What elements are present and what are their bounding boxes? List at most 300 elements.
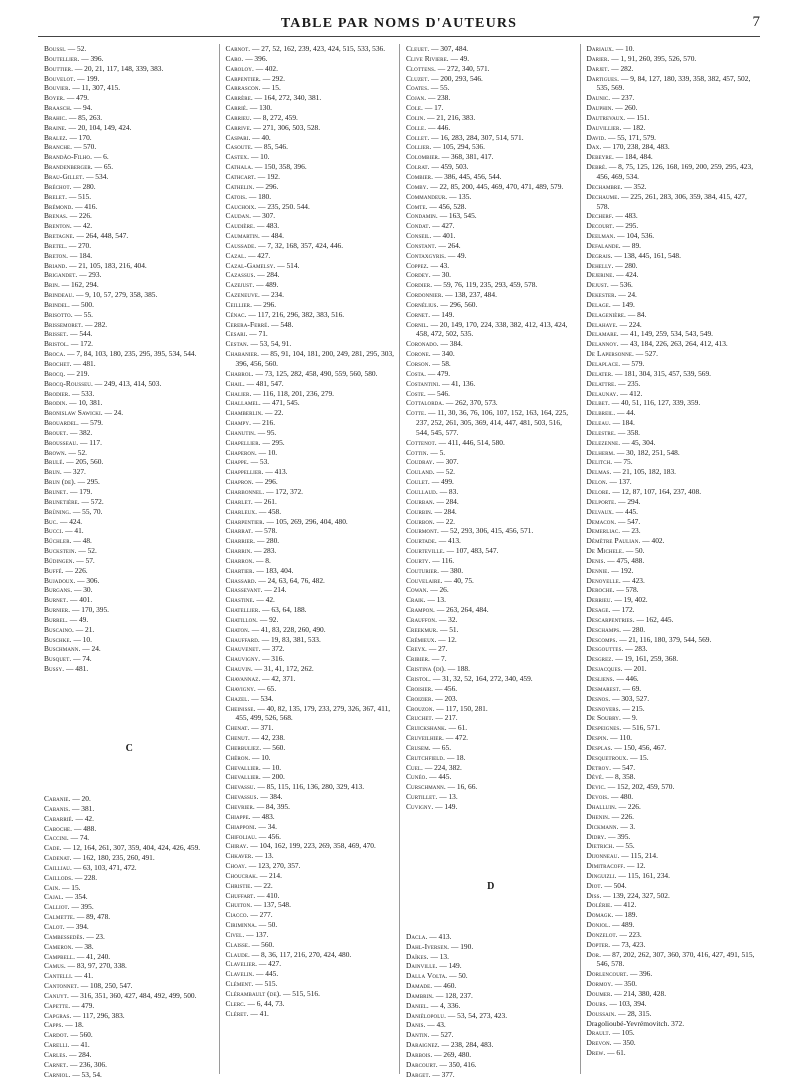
author-entry: Doussain. — 28, 315. xyxy=(586,1008,652,1018)
author-entry: Chauvigny. — 316. xyxy=(225,654,285,664)
index-column-4 xyxy=(580,44,761,1074)
author-entry: Chabrol. — 73, 125, 282, 458, 490, 559, 560, 580. xyxy=(225,368,378,378)
author-entry: Dhenin. — 226. xyxy=(586,811,634,821)
author-entry: Delater. — 181, 304, 315, 457, 539, 569. xyxy=(586,368,712,378)
author-entry: Brémond. — 416. xyxy=(44,201,98,211)
author-entry: Boutellier. — 396. xyxy=(44,53,104,63)
author-entry: Cruickshank. — 61. xyxy=(406,723,468,733)
section-spacer xyxy=(44,674,215,704)
author-entry: Desgrez. — 19, 161, 259, 368. xyxy=(586,654,679,664)
author-entry: Cabanie. — 20. xyxy=(44,794,91,803)
author-entry: Cuvigny. — 149. xyxy=(406,801,458,811)
author-entry: Dejust. — 536. xyxy=(586,280,633,290)
author-entry: Cardot. — 560. xyxy=(44,1030,93,1040)
section-spacer xyxy=(44,704,215,734)
author-entry: Charrin. — 283. xyxy=(225,546,277,556)
author-entry: Curschmann. — 16, 66. xyxy=(406,782,478,792)
author-entry: Couland. — 52. xyxy=(406,467,456,477)
author-entry: Daïkes. — 13. xyxy=(406,951,449,961)
author-entry: Coste. — 546. xyxy=(406,388,450,398)
author-entry: Constant. — 264. xyxy=(406,240,461,250)
author-entry: Cruchet. — 217. xyxy=(406,713,458,723)
author-entry: Creyx. — 27. xyxy=(406,644,448,654)
author-entry: Charbonnel. — 172, 372. xyxy=(225,486,304,496)
author-entry: Crémieux. — 12. xyxy=(406,634,457,644)
author-entry: Cottin. — 5. xyxy=(406,447,446,457)
author-entry: Delamare. — 41, 149, 259, 534, 543, 549. xyxy=(586,329,713,339)
author-entry: Clément. — 515. xyxy=(225,979,278,989)
author-entry: Brocq. — 219. xyxy=(44,368,90,378)
author-entry: Delon. — 137. xyxy=(586,477,632,487)
author-entry: Diot. — 504. xyxy=(586,880,627,890)
author-entry: Courty. — 116. xyxy=(406,555,455,565)
author-entry: Brodier. — 533. xyxy=(44,388,95,398)
author-entry: Carles. — 284. xyxy=(44,1049,92,1059)
author-entry: Deleau. — 184. xyxy=(586,418,635,428)
author-entry: Delore. — 12, 87, 107, 164, 237, 408. xyxy=(586,486,702,496)
author-entry: Decourt. — 295. xyxy=(586,221,639,231)
author-entry: Calot. — 394. xyxy=(44,921,89,931)
author-entry: Cunéo. — 445. xyxy=(406,772,452,782)
author-entry: Crauffon. — 32. xyxy=(406,614,458,624)
author-entry: Caudan. — 307. xyxy=(225,211,276,221)
author-entry: Buschke. — 10. xyxy=(44,634,92,644)
author-entry: Doumer. — 214, 380, 428. xyxy=(586,989,667,998)
author-entry: Brochet. — 481. xyxy=(44,359,96,368)
author-entry: Cowan. — 26. xyxy=(406,585,449,595)
author-entry: Comby. — 22, 85, 200, 445, 469, 470, 471, 489, 579. xyxy=(406,181,564,191)
author-entry: Carniol. — 53, 54. xyxy=(44,1069,102,1079)
author-entry: Caboche. — 488. xyxy=(44,823,97,833)
author-entry: Bouvelot. — 199. xyxy=(44,73,100,83)
author-entry: Clottens. — 272, 340, 571. xyxy=(406,63,490,73)
author-entry: Dimitracoff. — 12. xyxy=(586,861,646,871)
author-entry: Capgras. — 117, 296, 383. xyxy=(44,1010,125,1020)
author-entry: Clavelin. — 445. xyxy=(225,969,279,979)
section-spacer xyxy=(44,764,215,794)
author-entry: Delannoy. — 43, 184, 226, 263, 264, 412, 413. xyxy=(586,339,728,349)
author-entry: Carrive. — 271, 306, 503, 528. xyxy=(225,122,321,132)
index-column-3 xyxy=(399,44,580,1079)
author-entry: Büchler. — 48. xyxy=(44,536,92,546)
author-entry: Cornélius. — 296, 560. xyxy=(406,299,478,309)
author-entry: Delvaux. — 445. xyxy=(586,506,638,516)
author-entry: Deschamps. — 280. xyxy=(586,624,646,634)
author-entry: Dehelly. — 280. xyxy=(586,260,638,270)
author-entry: Charrat. — 578. xyxy=(225,526,278,536)
author-entry: Brau-Gillet. — 534. xyxy=(44,171,109,181)
author-entry: Brun. — 327. xyxy=(44,467,86,477)
author-entry: Delestre. — 358. xyxy=(586,427,641,437)
author-entry: Collier. — 105, 294, 536. xyxy=(406,142,485,152)
author-entry: Couvelaire. — 40, 75. xyxy=(406,575,474,585)
author-entry: Delattre. — 235. xyxy=(586,378,641,388)
author-entry: Cabanis. — 381. xyxy=(44,803,95,813)
author-entry: Desmarest. — 69. xyxy=(586,683,642,693)
author-entry: Broca. — 7, 84, 103, 180, 235, 295, 395, 534, 544. xyxy=(44,349,197,359)
author-entry: Chevallier. — 200. xyxy=(225,772,285,782)
page-title: TABLE PAR NOMS D'AUTEURS xyxy=(280,16,518,31)
author-entry: De Michele. — 50. xyxy=(586,546,645,556)
author-entry: Dahl-Iversen. — 190. xyxy=(406,941,474,951)
author-entry: Calliot. — 395. xyxy=(44,902,94,912)
author-entry: Dantin. — 527. xyxy=(406,1030,454,1040)
index-column-2 xyxy=(219,44,400,1074)
author-entry: Delherm. — 30, 182, 251, 548. xyxy=(586,447,680,457)
author-entry: Daraignez. — 238, 284, 483. xyxy=(406,1040,494,1050)
author-entry: Dennie. — 192. xyxy=(586,565,634,575)
author-entry: Didry. — 395. xyxy=(586,831,631,841)
author-entry: Despeignes. — 516, 571. xyxy=(586,723,660,733)
author-entry: Delaunay. — 412. xyxy=(586,388,643,398)
author-entry: Darjet. — 282. xyxy=(586,63,634,73)
author-entry: Courban. — 284. xyxy=(406,496,459,506)
author-entry: Capette. — 479. xyxy=(44,1000,95,1010)
header-rule xyxy=(38,36,760,37)
author-entry: Cordonnier. — 138, 237, 484. xyxy=(406,290,497,300)
author-entry: Delmas. — 21, 105, 182, 183. xyxy=(586,467,677,477)
author-entry: Delitch. — 75. xyxy=(586,457,633,467)
author-entry: Chenut. — 42, 238. xyxy=(225,733,286,743)
author-entry: Cluzet. — 200, 293, 546. xyxy=(406,73,483,83)
author-entry: Chiray. — 104, 162, 199, 223, 269, 358, 469, 470. xyxy=(225,841,376,851)
author-entry: Desnoyers. — 215. xyxy=(586,703,645,713)
author-entry: Bronislaw Sawicki. — 24. xyxy=(44,408,124,418)
section-letter-heading: D xyxy=(487,880,495,892)
author-entry: Cailliau. — 63, 103, 471, 472. xyxy=(44,862,137,872)
author-entry: Brunet. — 179. xyxy=(44,486,93,496)
author-entry: Crouzon. — 117, 150, 281. xyxy=(406,703,488,713)
author-entry: Dainville. — 149. xyxy=(406,961,462,971)
author-entry: Chappe. — 53. xyxy=(225,457,270,467)
author-entry: Dartigues. — 9, 84, 127, 180, 339, 358, 382, 457, 502, 535, 569. xyxy=(586,73,751,93)
author-entry: Dorlencourt. — 396. xyxy=(586,969,653,979)
author-entry: Castex. — 10. xyxy=(225,152,270,162)
author-entry: Croisier. — 456. xyxy=(406,683,458,693)
author-entry: Catois. — 180. xyxy=(225,191,272,201)
author-entry: Dekester. — 24. xyxy=(586,290,637,300)
author-entry: Charrier. — 280. xyxy=(225,536,280,546)
author-entry: Delaplace. — 579. xyxy=(586,359,645,368)
author-entry: Donzelot. — 223. xyxy=(586,929,642,939)
author-entry: Dacla. — 413. xyxy=(406,931,452,941)
author-entry: Caro. — 396. xyxy=(225,53,268,63)
author-entry: Chapron. — 296. xyxy=(225,477,278,487)
author-entry: Denis. — 475, 488. xyxy=(586,555,645,565)
author-entry: Combier. — 386, 445, 456, 544. xyxy=(406,171,502,181)
author-entry: Cabarrié. — 42. xyxy=(44,813,94,823)
author-entry: Ciacco. — 277. xyxy=(225,910,273,920)
author-entry: Büdingen. — 57. xyxy=(44,555,95,565)
author-entry: Chavannaz. — 42, 371. xyxy=(225,674,296,683)
author-entry: Dours. — 103, 394. xyxy=(586,998,647,1008)
author-entry: Briand. — 21, 105, 183, 216, 404. xyxy=(44,260,147,270)
author-entry: Choucrak. — 214. xyxy=(225,870,282,880)
author-entry: Cleuet. — 307, 484. xyxy=(406,44,469,53)
author-entry: Cruveilhier. — 472. xyxy=(406,733,469,743)
author-entry: Chamberlin. — 22. xyxy=(225,408,284,418)
author-entry: Damade. — 460. xyxy=(406,981,457,991)
author-entry: Caspari. — 40. xyxy=(225,132,271,142)
author-entry: Burgans. — 30. xyxy=(44,585,93,595)
author-entry: Bralez. — 170. xyxy=(44,132,92,142)
author-entry: Charron. — 8. xyxy=(225,555,271,565)
author-entry: Dopter. — 73, 423. xyxy=(586,939,646,949)
author-entry: Descomps. — 21, 116, 180, 379, 544, 569. xyxy=(586,634,712,644)
author-entry: Degrais. — 138, 445, 161, 548. xyxy=(586,250,681,260)
author-entry: Corone. — 340. xyxy=(406,349,455,359)
author-entry: Chartier. — 183, 404. xyxy=(225,565,294,575)
author-entry: Colrat. — 459, 503. xyxy=(406,162,469,172)
author-entry: Cazassus. — 284. xyxy=(225,270,280,280)
author-entry: Casoute. — 85, 546. xyxy=(225,142,288,152)
author-entry: Chassard. — 24, 63, 64, 76, 482. xyxy=(225,575,325,585)
page-header xyxy=(38,10,760,36)
author-entry: Cain. — 15. xyxy=(44,882,81,892)
author-entry: Desquetroux. — 15. xyxy=(586,752,649,762)
author-entry: Commandeur. — 135. xyxy=(406,191,472,201)
author-entry: Burnier. — 170, 395. xyxy=(44,605,110,615)
author-entry: Couturier. — 380. xyxy=(406,565,464,575)
author-entry: Cajal. — 354. xyxy=(44,892,88,902)
author-entry: Bujadoux. — 306. xyxy=(44,575,100,585)
author-entry: Colombier. — 368, 381, 417. xyxy=(406,152,494,162)
author-entry: Chappellier. — 413. xyxy=(225,467,288,477)
author-entry: Cojan. — 238. xyxy=(406,93,451,103)
author-entry: Chalier. — 116, 118, 201, 236, 279. xyxy=(225,388,335,398)
author-entry: Cazeneuve. — 234. xyxy=(225,290,284,300)
author-entry: Crusem. — 65. xyxy=(406,742,452,752)
author-entry: Breton. — 184. xyxy=(44,250,93,260)
author-entry: Dariaux. — 10. xyxy=(586,44,635,53)
author-entry: Cénac. — 117, 216, 296, 382, 383, 516. xyxy=(225,309,345,319)
section-spacer xyxy=(406,812,576,842)
author-entry: Canuyt. — 316, 351, 360, 427, 484, 492, 499, 500. xyxy=(44,990,197,1000)
author-entry: Cambessedès. — 23. xyxy=(44,931,105,941)
author-entry: Capps. — 18. xyxy=(44,1020,84,1030)
author-entry: De Lapersonne. — 527. xyxy=(586,349,658,359)
author-entry: Dejerine. — 424. xyxy=(586,270,639,280)
author-entry: Drevon. — 350. xyxy=(586,1038,636,1048)
author-entry: Croizier. — 203. xyxy=(406,693,458,703)
author-entry: Dauvillier. — 182. xyxy=(586,122,646,132)
author-entry: Cribier. — 7. xyxy=(406,654,447,664)
author-entry: Darier. — 1, 91, 260, 395, 526, 570. xyxy=(586,53,697,63)
author-entry: Chavigny. — 65. xyxy=(225,683,277,693)
author-entry: Dragolioubé-Yevrémovitch. 372. xyxy=(586,1018,685,1028)
author-entry: Burrel. — 49. xyxy=(44,614,89,624)
author-entry: Diss. — 139, 224, 327, 502. xyxy=(586,890,670,900)
author-entry: Danièlopolu. — 53, 54, 273, 423. xyxy=(406,1010,508,1020)
author-entry: Cotte. — 11, 30, 36, 76, 106, 107, 152, 163, 164, 225, 237, 252, 261, 305, 369, 414, 447, 481, 503, 516, 544, 545, 577. xyxy=(406,408,569,437)
author-entry: Carelli. — 41. xyxy=(44,1040,90,1050)
author-entry: Drew. — 61. xyxy=(586,1048,626,1058)
author-entry: De Soubry. — 9. xyxy=(586,713,638,723)
page-number: 7 xyxy=(752,14,760,30)
author-entry: Cestan. — 53, 54, 91. xyxy=(225,339,292,349)
author-entry: Bucci. — 41. xyxy=(44,526,84,536)
author-entry: Delahaye. — 224. xyxy=(586,319,642,329)
author-entry: Chauvenet. — 372. xyxy=(225,644,285,654)
author-entry: Carrié. — 130. xyxy=(225,103,273,113)
author-entry: Delage. — 149. xyxy=(586,299,635,309)
author-entry: Cathala. — 150, 358, 396. xyxy=(225,162,307,172)
author-entry: Civel. — 137. xyxy=(225,929,269,939)
author-entry: Cottalorda. — 262, 370, 573. xyxy=(406,398,498,408)
author-entry: Coudray. — 307. xyxy=(406,457,459,467)
author-entry: Caillods. — 228. xyxy=(44,872,98,882)
author-entry: Brigandet. — 293. xyxy=(44,270,102,280)
author-entry: Chanutin. — 95. xyxy=(225,427,277,437)
author-entry: Dor. — 87, 202, 262, 307, 360, 370, 416, 427, 491, 515, 546, 578. xyxy=(586,949,755,969)
author-entry: Dhalluin. — 226. xyxy=(586,801,641,811)
author-entry: Dechaume. — 225, 261, 283, 306, 359, 384, 415, 427, 578. xyxy=(586,191,747,211)
author-entry: Clérambault (de). — 515, 516. xyxy=(225,989,320,998)
author-entry: Derrieu. — 19, 402. xyxy=(586,595,648,605)
author-entry: Buckstein. — 52. xyxy=(44,546,97,556)
author-entry: Chaperon. — 10. xyxy=(225,447,278,457)
author-entry: Domagk. — 189. xyxy=(586,910,638,920)
author-entry: Chiappe. — 483. xyxy=(225,811,275,821)
author-entry: Challamel. — 471, 545. xyxy=(225,398,300,408)
author-entry: Braasch. — 94. xyxy=(44,103,93,113)
author-entry: Démètre Paulian. — 402. xyxy=(586,536,665,546)
author-entry: Cole. — 17. xyxy=(406,103,444,113)
section-letter-heading: C xyxy=(125,743,133,754)
author-entry: Demerliac. — 23. xyxy=(586,526,641,536)
author-entry: Deroche. — 578. xyxy=(586,585,639,595)
author-entry: Bristol. — 172. xyxy=(44,339,94,349)
author-entry: Courtade. — 413. xyxy=(406,536,461,546)
author-entry: Buschmann. — 24. xyxy=(44,644,101,654)
author-entry: Cantelli. — 41. xyxy=(44,971,94,981)
author-entry: Despin. — 110. xyxy=(586,733,633,743)
author-entry: Desjacques. — 201. xyxy=(586,664,647,674)
author-entry: Coates. — 55. xyxy=(406,83,450,93)
author-entry: Drault. — 105. xyxy=(586,1028,635,1038)
author-entry: Brunetière. — 572. xyxy=(44,496,104,506)
author-entry: Costantini. — 41, 136. xyxy=(406,378,476,388)
author-entry: Deelman. — 104, 536. xyxy=(586,231,655,241)
author-entry: Burnet. — 401. xyxy=(44,595,93,605)
author-entry: Cesari. — 71. xyxy=(225,329,268,339)
author-entry: Cade. — 12, 164, 261, 307, 359, 404, 424, 426, 459. xyxy=(44,843,201,853)
author-entry: Chastine. — 42. xyxy=(225,595,275,605)
author-entry: Brahic. — 85, 263. xyxy=(44,112,103,122)
author-entry: Delagenière. — 84. xyxy=(586,309,647,319)
author-entry: Boyer. — 479. xyxy=(44,93,90,103)
author-entry: Dautrevaux. — 151. xyxy=(586,112,650,122)
author-entry: Cornil. — 20, 149, 170, 224, 338, 382, 412, 413, 424, 458, 472, 502, 535. xyxy=(406,319,568,339)
author-entry: Cordier. — 59, 76, 119, 235, 293, 459, 578. xyxy=(406,280,538,290)
author-entry: Brenas. — 226. xyxy=(44,211,92,221)
author-entry: Darcourt. — 350, 416. xyxy=(406,1059,477,1069)
author-entry: Darbois. — 269, 480. xyxy=(406,1049,472,1059)
author-entry: Delezenne. — 45, 304. xyxy=(586,437,656,447)
author-entry: Bussy. — 481. xyxy=(44,664,89,674)
author-entry: Dauphin. — 260. xyxy=(586,103,638,113)
section-spacer xyxy=(406,842,576,872)
author-entry: Chkaver. — 13. xyxy=(225,851,274,861)
author-entry: Brisset. — 544. xyxy=(44,329,93,339)
author-entry: Creekmur. — 51. xyxy=(406,624,459,634)
author-entry: Brodin. — 10, 381. xyxy=(44,398,103,408)
author-entry: Cornet. — 149. xyxy=(406,309,455,319)
author-entry: Curtillet. — 13. xyxy=(406,792,458,802)
author-entry: Buscaino. — 21. xyxy=(44,624,95,634)
author-entry: Comte. — 456, 528. xyxy=(406,201,467,211)
author-entry: Coppez. — 43. xyxy=(406,260,450,270)
author-entry: Desage. — 172. xyxy=(586,605,635,615)
author-entry: Devois. — 480. xyxy=(586,792,634,802)
author-entry: Brüning. — 55, 70. xyxy=(44,506,103,516)
author-entry: Craik. — 13. xyxy=(406,595,446,605)
author-entry: Demacon. — 547. xyxy=(586,516,641,526)
author-entry: Dechambre. — 352. xyxy=(586,181,647,191)
author-entry: Charpentier. — 105, 269, 296, 404, 480. xyxy=(225,516,348,526)
author-entry: Ciriminna. — 50. xyxy=(225,920,278,930)
author-entry: Carpentier. — 292. xyxy=(225,73,285,83)
author-entry: Courteville. — 107, 483, 547. xyxy=(406,546,499,556)
author-entry: Brocq-Rousseu. — 249, 413, 414, 503. xyxy=(44,378,162,388)
author-entry: Desplas. — 150, 456, 467. xyxy=(586,742,667,752)
author-entry: Chiapponi. — 34. xyxy=(225,821,277,831)
author-entry: Chifoliau. — 456. xyxy=(225,831,281,841)
author-entry: Ceillier. — 296. xyxy=(225,299,277,309)
author-entry: Claisse. — 560. xyxy=(225,939,275,949)
author-entry: Colle. — 446. xyxy=(406,122,451,132)
author-entry: Devic. — 152, 202, 459, 570. xyxy=(586,782,675,792)
author-entry: Dolérie. — 412. xyxy=(586,900,637,910)
author-entry: Contaxgyris. — 49. xyxy=(406,250,467,260)
author-entry: Chauvin. — 31, 41, 172, 262. xyxy=(225,664,314,674)
author-entry: Dalla Volta. — 50. xyxy=(406,971,468,981)
author-entry: Brun (de). — 295. xyxy=(44,477,100,487)
author-entry: Courbon. — 22. xyxy=(406,516,456,526)
author-entry: Clive Riviere. — 49. xyxy=(406,53,470,63)
index-columns xyxy=(38,44,760,1079)
author-entry: Buc. — 424. xyxy=(44,516,83,526)
author-entry: Debré. — 8, 75, 125, 126, 168, 169, 200, 259, 295, 423, 456, 469, 534. xyxy=(586,162,754,181)
author-entry: Carrieu. — 8, 272, 459. xyxy=(225,112,298,122)
author-entry: Caumartin. — 484. xyxy=(225,231,284,241)
author-entry: Claude. — 8, 36, 117, 216, 270, 424, 480. xyxy=(225,949,352,959)
author-entry: Campbell. — 41, 240. xyxy=(44,951,111,961)
author-entry: Dickmann. — 3. xyxy=(586,821,636,831)
author-entry: Chassevant. — 214. xyxy=(225,585,287,595)
author-entry: Cazal-Gamelsy. — 514. xyxy=(225,260,300,270)
author-entry: Conseil. — 401. xyxy=(406,231,456,241)
author-entry: Chéron. — 10. xyxy=(225,752,271,762)
author-entry: Charlet. — 261. xyxy=(225,496,277,506)
author-entry: Dietrich. — 55. xyxy=(586,841,635,851)
author-entry: Caudière. — 483. xyxy=(225,221,280,231)
author-entry: Cazejust. — 489. xyxy=(225,280,279,290)
author-entry: Bretagne. — 264, 448, 547. xyxy=(44,231,129,241)
author-entry: Chatellier. — 63, 64, 188. xyxy=(225,605,307,615)
author-entry: Coulet. — 499. xyxy=(406,477,454,487)
author-entry: Bretel. — 270. xyxy=(44,240,92,250)
author-entry: Dambrin. — 128, 237. xyxy=(406,990,473,1000)
author-entry: Chail. — 481, 547. xyxy=(225,378,284,388)
author-entry: Chuiton. — 137, 548. xyxy=(225,900,291,910)
author-entry: Daniel. — 4, 336. xyxy=(406,1000,461,1010)
author-entry: Daunic. — 237. xyxy=(586,93,635,103)
author-entry: Calmette. — 89, 478. xyxy=(44,912,111,922)
author-entry: Caroloy. — 402. xyxy=(225,63,278,73)
author-entry: Courbin. — 284. xyxy=(406,506,457,516)
author-entry: Crampon. — 263, 264, 484. xyxy=(406,605,489,615)
